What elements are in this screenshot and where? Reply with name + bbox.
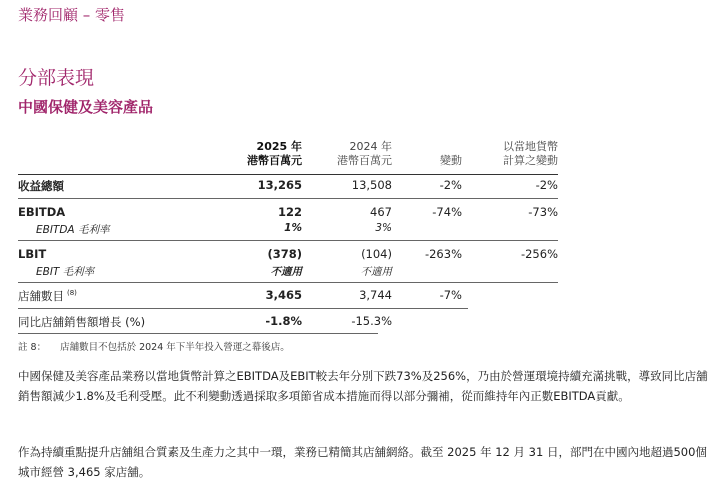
- cell-revenue-change: -2%: [439, 178, 462, 192]
- table-rule: [18, 174, 558, 175]
- cell-ebitda-margin-2025: 1%: [284, 222, 302, 234]
- row-label-lbit: LBIT: [18, 247, 47, 261]
- cell-ebit-margin-2025: 不適用: [270, 266, 302, 278]
- table-rule: [18, 240, 558, 241]
- cell-revenue-local: -2%: [535, 178, 558, 192]
- cell-revenue-2025: 13,265: [257, 178, 302, 192]
- cell-ebitda-local: -73%: [528, 205, 558, 219]
- cell-store-count-2024: 3,744: [359, 288, 392, 302]
- row-label-revenue: 收益總額: [18, 179, 64, 193]
- row-label-ebit-margin: EBIT 毛利率: [36, 266, 95, 278]
- header-title: 業務回顧 – 零售: [18, 6, 126, 24]
- cell-ebitda-margin-2024: 3%: [375, 222, 392, 234]
- cell-lbit-local: -256%: [520, 247, 558, 261]
- paragraph: 中國保健及美容產品業務以當地貨幣計算之EBITDA及EBIT較去年分別下跌73%及256%，乃由於營運環境持續充滿挑戰，導致同比店舖銷售額減少1.8%及毛利受壓。此不利變動透過採取多項節省成本措施而得以部分彌補，從而維持年內正數EBITDA貢獻。: [18, 369, 708, 403]
- row-label-comparable-sales: 同比店舖銷售額增長 (%): [18, 315, 146, 329]
- table-rule: [18, 282, 558, 283]
- paragraph: 作為持續重點提升店舖組合質素及生產力之其中一環，業務已精簡其店舖網絡。截至 2025 年 12 月 31 日，部門在中國內地超過500個城市經營 3,465 家店舖。: [18, 445, 707, 479]
- cell-ebitda-2025: 122: [277, 205, 302, 219]
- cell-store-count-2025: 3,465: [265, 288, 302, 302]
- cell-lbit-2025: (378): [267, 247, 302, 261]
- section-title: 分部表現: [18, 67, 95, 89]
- cell-ebitda-2024: 467: [370, 205, 392, 219]
- footnote: [18, 339, 290, 353]
- footnote-ref: (8): [67, 289, 77, 298]
- cell-revenue-2024: 13,508: [351, 178, 392, 192]
- row-label-ebitda: EBITDA: [18, 205, 66, 219]
- col-header-local-change: 以當地貨幣 計算之變動: [503, 140, 558, 167]
- cell-lbit-2024: (104): [361, 247, 392, 261]
- footnote-number: 註 8：: [18, 342, 47, 353]
- col-header-2025: 2025 年 港幣百萬元: [247, 140, 302, 167]
- row-label-ebitda-margin: EBITDA 毛利率: [36, 224, 110, 236]
- subsection-title: 中國保健及美容產品: [18, 98, 154, 116]
- table-rule: [18, 308, 468, 309]
- cell-comparable-sales-2024: -15.3%: [351, 314, 392, 328]
- col-header-2024: 2024 年 港幣百萬元: [337, 140, 392, 167]
- row-label-store-count: 店舖數目 $^{(8)}$: [18, 289, 77, 303]
- cell-lbit-change: -263%: [424, 247, 462, 261]
- col-header-change: 變動: [440, 154, 462, 167]
- table-rule: [18, 333, 378, 334]
- table-rule: [18, 198, 558, 199]
- cell-store-count-change: -7%: [439, 288, 462, 302]
- cell-ebit-margin-2024: 不適用: [360, 266, 392, 278]
- cell-comparable-sales-2025: -1.8%: [265, 314, 302, 328]
- cell-ebitda-change: -74%: [432, 205, 462, 219]
- footnote-text: 店舖數目不包括於 2024 年下半年投入營運之幕後店。: [60, 342, 290, 353]
